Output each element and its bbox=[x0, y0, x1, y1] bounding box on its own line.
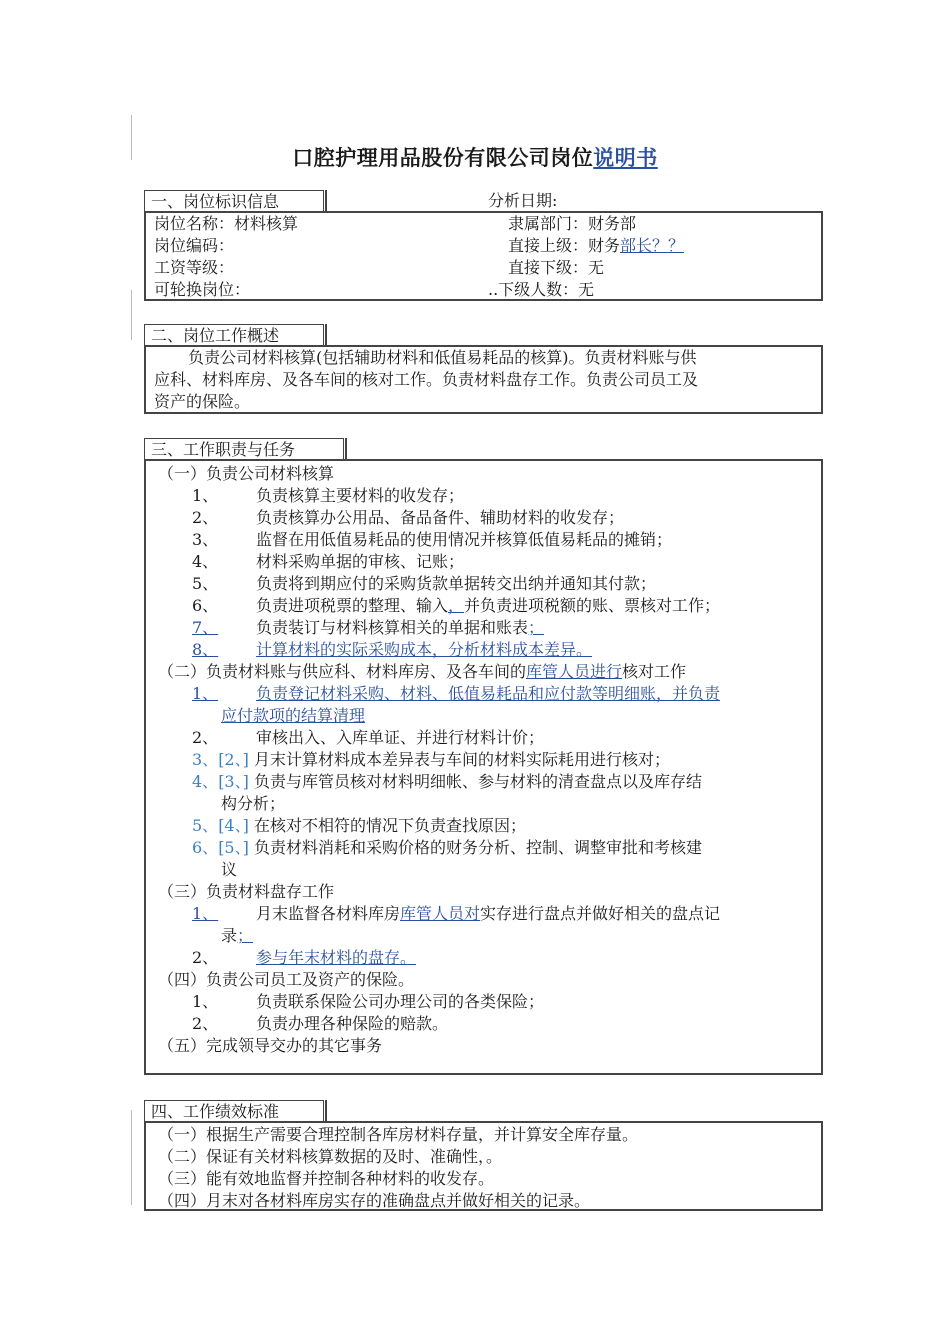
title-text: 口腔护理用品股份有限公司岗位 bbox=[292, 146, 594, 170]
item-inline-link[interactable]: 库管人员对 bbox=[400, 904, 481, 923]
section-1-tab bbox=[144, 190, 324, 212]
standard-line: （二）保证有关材料核算数据的及时、准确性，。 bbox=[158, 1147, 503, 1166]
field-post-code: 岗位编码： bbox=[154, 236, 235, 255]
item-text-link[interactable]: 参与年末材料的盘存。 bbox=[256, 948, 417, 967]
standard-line: （一）根据生产需要合理控制各库房材料存量，并计算安全库存量。 bbox=[158, 1125, 639, 1144]
section-4-title: 四、工作绩效标准 bbox=[151, 1102, 280, 1121]
revision-mark[interactable]: ， bbox=[448, 596, 465, 615]
item-text: 监督在用低值易耗品的使用情况并核算低值易耗品的摊销； bbox=[256, 530, 673, 549]
title-link[interactable]: 说明书 bbox=[593, 146, 658, 170]
item-text: 材料采购单据的审核、记账； bbox=[256, 552, 465, 571]
item-text: 负责联系保险公司办理公司的各类保险； bbox=[256, 992, 545, 1011]
overview-line: 应科、材料库房、及各车间的核对工作。负责材料盘存工作。负责公司员工及 bbox=[154, 370, 699, 389]
heading-link[interactable]: 库管人员进行 bbox=[526, 662, 623, 681]
item-text-link[interactable]: 负责登记材料采购、材料、低值易耗品和应付款等明细账，并负责 bbox=[256, 684, 721, 703]
item-text: 负责与库管员核对材料明细帐、参与材料的清查盘点以及库存结 bbox=[253, 772, 702, 791]
item-text-part: 实存进行盘点并做好相关的盘点记 bbox=[480, 904, 721, 923]
section-2-title: 二、岗位工作概述 bbox=[151, 326, 280, 345]
revision-mark[interactable]: ； bbox=[528, 618, 545, 637]
overview-line: 负责公司材料核算(包括辅助材料和低值易耗品的核算)。负责材料账与供 bbox=[188, 348, 697, 367]
item-row bbox=[192, 771, 702, 793]
item-number: 5、 bbox=[192, 816, 219, 835]
item-text bbox=[221, 925, 253, 947]
item-number: 2、 bbox=[192, 1014, 219, 1033]
field-salary-grade: 工资等级： bbox=[154, 258, 235, 277]
item-number: 2、 bbox=[192, 948, 219, 967]
item-number: 6、 bbox=[192, 596, 219, 615]
item-number-link[interactable]: 1、 bbox=[192, 684, 219, 703]
field-post-name: 岗位名称：材料核算 bbox=[154, 214, 299, 233]
group-heading: （一）负责公司材料核算 bbox=[158, 464, 335, 483]
item-text-link[interactable]: 计算材料的实际采购成本，分析材料成本差异。 bbox=[256, 640, 593, 659]
revision-number: [4、] bbox=[218, 816, 249, 835]
item-number: 5、 bbox=[192, 574, 219, 593]
item-text: 负责办理各种保险的赔款。 bbox=[256, 1014, 449, 1033]
item-row bbox=[192, 837, 702, 859]
field-subordinate-count: ..下级人数：无 bbox=[488, 280, 595, 299]
item-text-part: 录 bbox=[221, 926, 238, 945]
item-text-link[interactable]: 应付款项的结算清理 bbox=[221, 706, 366, 725]
standard-line: （四）月末对各材料库房实存的准确盘点并做好相关的记录。 bbox=[158, 1191, 591, 1210]
item-text-part: 负责装订与材料核算相关的单据和账表 bbox=[256, 618, 529, 637]
standard-line: （三）能有效地监督并控制各种材料的收发存。 bbox=[158, 1169, 495, 1188]
item-text: 负责材料消耗和采购价格的财务分析、控制、调整审批和考核建 bbox=[253, 838, 702, 857]
field-department: 隶属部门：财务部 bbox=[508, 214, 637, 233]
item-number: 3、 bbox=[192, 530, 219, 549]
field-superior bbox=[508, 235, 684, 257]
item-number-link[interactable]: 7、 bbox=[192, 618, 219, 637]
page-title bbox=[0, 142, 950, 172]
item-number: 2、 bbox=[192, 508, 219, 527]
superior-link[interactable]: 部长？？ bbox=[620, 236, 685, 255]
field-rotation-post: 可轮换岗位： bbox=[154, 280, 251, 299]
revision-number: [3、] bbox=[218, 772, 249, 791]
item-text: 构分析； bbox=[221, 794, 286, 813]
superior-text: 直接上级：财务 bbox=[508, 236, 621, 255]
item-number: 1、 bbox=[192, 992, 219, 1011]
item-text bbox=[256, 595, 720, 617]
item-text: 负责将到期应付的采购货款单据转交出纳并通知其付款； bbox=[256, 574, 657, 593]
group-heading: （四）负责公司员工及资产的保险。 bbox=[158, 970, 415, 989]
item-row bbox=[192, 815, 526, 837]
field-subordinate: 直接下级：无 bbox=[508, 258, 605, 277]
item-text: 负责核算主要材料的收发存； bbox=[256, 486, 465, 505]
item-text: 审核出入、入库单证、并进行材料计价； bbox=[256, 728, 545, 747]
item-text: 月末计算材料成本差异表与车间的材料实际耗用进行核对； bbox=[253, 750, 670, 769]
group-heading bbox=[158, 661, 686, 683]
item-number: 3、 bbox=[192, 750, 219, 769]
revision-number: [5、] bbox=[218, 838, 249, 857]
item-number-link[interactable]: 8、 bbox=[192, 640, 219, 659]
item-row bbox=[192, 749, 670, 771]
item-text-part: 负责进项税票的整理、输入 bbox=[256, 596, 449, 615]
analysis-date-label: 分析日期: bbox=[488, 191, 558, 210]
section-1-title: 一、岗位标识信息 bbox=[151, 192, 280, 211]
item-text-part: 月末监督各材料库房 bbox=[256, 904, 401, 923]
item-text-part: 并负责进项税额的账、票核对工作； bbox=[464, 596, 721, 615]
item-number: 4、 bbox=[192, 552, 219, 571]
heading-part: 核对工作 bbox=[622, 662, 687, 681]
margin-line bbox=[131, 1110, 132, 1205]
item-text: 负责核算办公用品、备品备件、辅助材料的收发存； bbox=[256, 508, 625, 527]
heading-part: （二）负责材料账与供应科、材料库房、及各车间的 bbox=[158, 662, 527, 681]
margin-line bbox=[131, 290, 132, 340]
item-text: 议 bbox=[221, 860, 238, 879]
section-3-tab bbox=[144, 438, 344, 460]
item-number-link[interactable]: 1、 bbox=[192, 904, 219, 923]
item-number: 6、 bbox=[192, 838, 219, 857]
item-number: 1、 bbox=[192, 486, 219, 505]
revision-mark[interactable]: ； bbox=[237, 926, 254, 945]
item-text bbox=[256, 617, 544, 639]
item-number: 2、 bbox=[192, 728, 219, 747]
overview-line: 资产的保险。 bbox=[154, 392, 251, 411]
section-3-title: 三、工作职责与任务 bbox=[151, 440, 296, 459]
section-4-tab bbox=[144, 1100, 324, 1122]
group-heading: （三）负责材料盘存工作 bbox=[158, 882, 335, 901]
item-text: 在核对不相符的情况下负责查找原因； bbox=[253, 816, 526, 835]
group-heading: （五）完成领导交办的其它事务 bbox=[158, 1036, 383, 1055]
item-text bbox=[256, 903, 720, 925]
revision-number: [2、] bbox=[218, 750, 249, 769]
item-number: 4、 bbox=[192, 772, 219, 791]
section-2-tab bbox=[144, 324, 324, 346]
